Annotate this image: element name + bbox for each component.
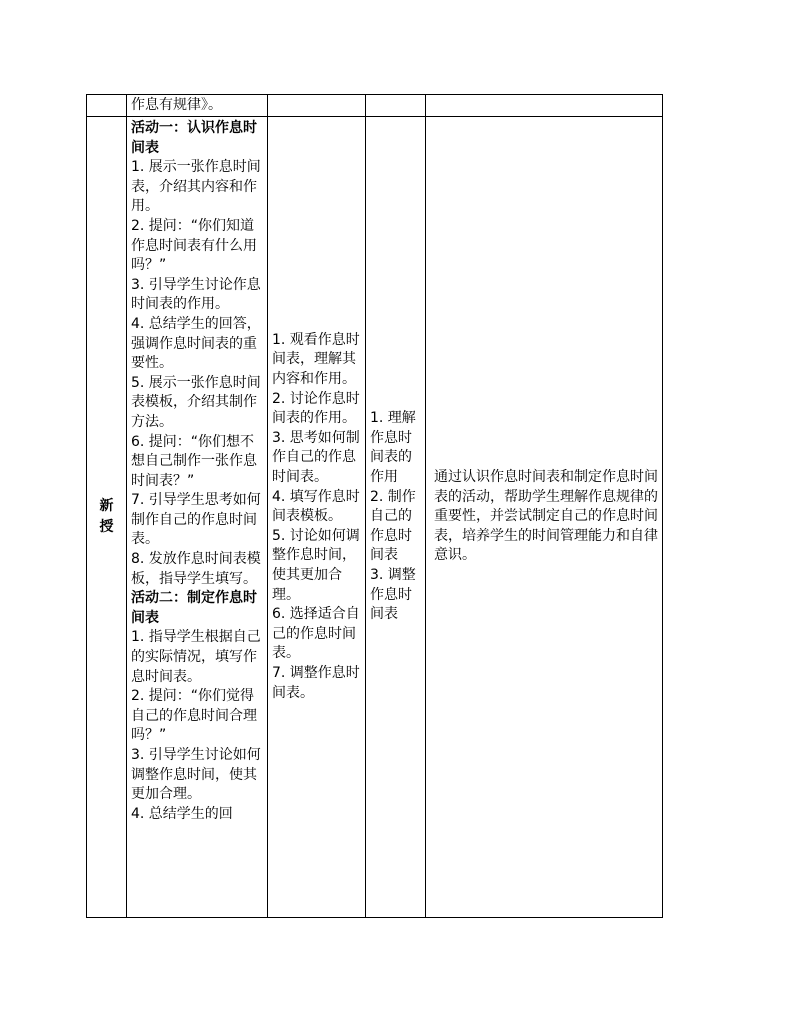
- teacher-step: 5. 展示一张作息时间表模板，介绍其制作方法。: [131, 374, 261, 430]
- student-step: 1. 观看作息时间表，理解其内容和作用。: [272, 331, 360, 388]
- previous-teacher-text: 作息有规律》。: [131, 97, 222, 113]
- teacher-step: 7. 引导学生思考如何制作自己的作息时间表。: [131, 492, 261, 548]
- aim-step: 2. 制作自己的作息时间表: [370, 488, 416, 564]
- student-step: 2. 讨论作息时间表的作用。: [272, 390, 360, 427]
- student-activity-cell: [268, 117, 366, 918]
- student-step: 5. 讨论如何调整作息时间，使其更加合理。: [272, 527, 360, 603]
- teacher-step: 8. 发放作息时间表模板，指导学生填写。: [131, 551, 261, 587]
- intent-cell-previous: [426, 95, 663, 117]
- teacher-step: 2. 提问：“你们觉得自己的作息时间合理吗？”: [131, 688, 257, 744]
- stage-cell: [87, 117, 127, 918]
- aim-cell-previous: [366, 95, 426, 117]
- learning-aim-cell: [366, 117, 426, 918]
- table-row-previous: [87, 95, 663, 117]
- student-step: 6. 选择适合自己的作息时间表。: [272, 606, 360, 662]
- teacher-step: 4. 总结学生的回: [131, 805, 233, 822]
- teacher-step: 1. 展示一张作息时间表，介绍其内容和作用。: [131, 159, 261, 215]
- aim-step: 3. 调整作息时间表: [370, 566, 416, 623]
- aim-step: 1. 理解作息时间表的作用: [370, 410, 416, 486]
- student-cell-previous: [268, 95, 366, 117]
- teacher-step: 3. 引导学生讨论作息时间表的作用。: [131, 276, 261, 313]
- student-step: 4. 填写作息时间表模板。: [272, 488, 360, 525]
- activity2-title: 活动二：制定作息时间表: [131, 590, 257, 626]
- teacher-step: 2. 提问：“你们知道作息时间表有什么用吗？”: [131, 217, 257, 274]
- design-intent-cell: [426, 117, 663, 918]
- activity1-title: 活动一：认识作息时间表: [131, 120, 257, 156]
- teacher-step: 3. 引导学生讨论如何调整作息时间，使其更加合理。: [131, 747, 261, 803]
- design-intent-text: 通过认识作息时间表和制定作息时间表的活动，帮助学生理解作息规律的重要性，并尝试制定自己的作息时间表，培养学生的时间管理能力和自律意识。: [434, 469, 658, 564]
- teacher-activity-cell: [127, 117, 268, 918]
- stage-label: 新授: [99, 498, 114, 535]
- teacher-cell-previous: [127, 95, 268, 117]
- student-step: 3. 思考如何制作自己的作息时间表。: [272, 429, 360, 486]
- table-row-new-lesson: [87, 117, 663, 918]
- lesson-plan-table: [86, 94, 663, 918]
- teacher-step: 4. 总结学生的回答，强调作息时间表的重要性。: [131, 315, 261, 372]
- stage-cell-empty: [87, 95, 127, 117]
- teacher-step: 6. 提问：“你们想不想自己制作一张作息时间表？”: [131, 433, 257, 489]
- student-step: 7. 调整作息时间表。: [272, 664, 360, 701]
- teacher-step: 1. 指导学生根据自己的实际情况，填写作息时间表。: [131, 629, 261, 685]
